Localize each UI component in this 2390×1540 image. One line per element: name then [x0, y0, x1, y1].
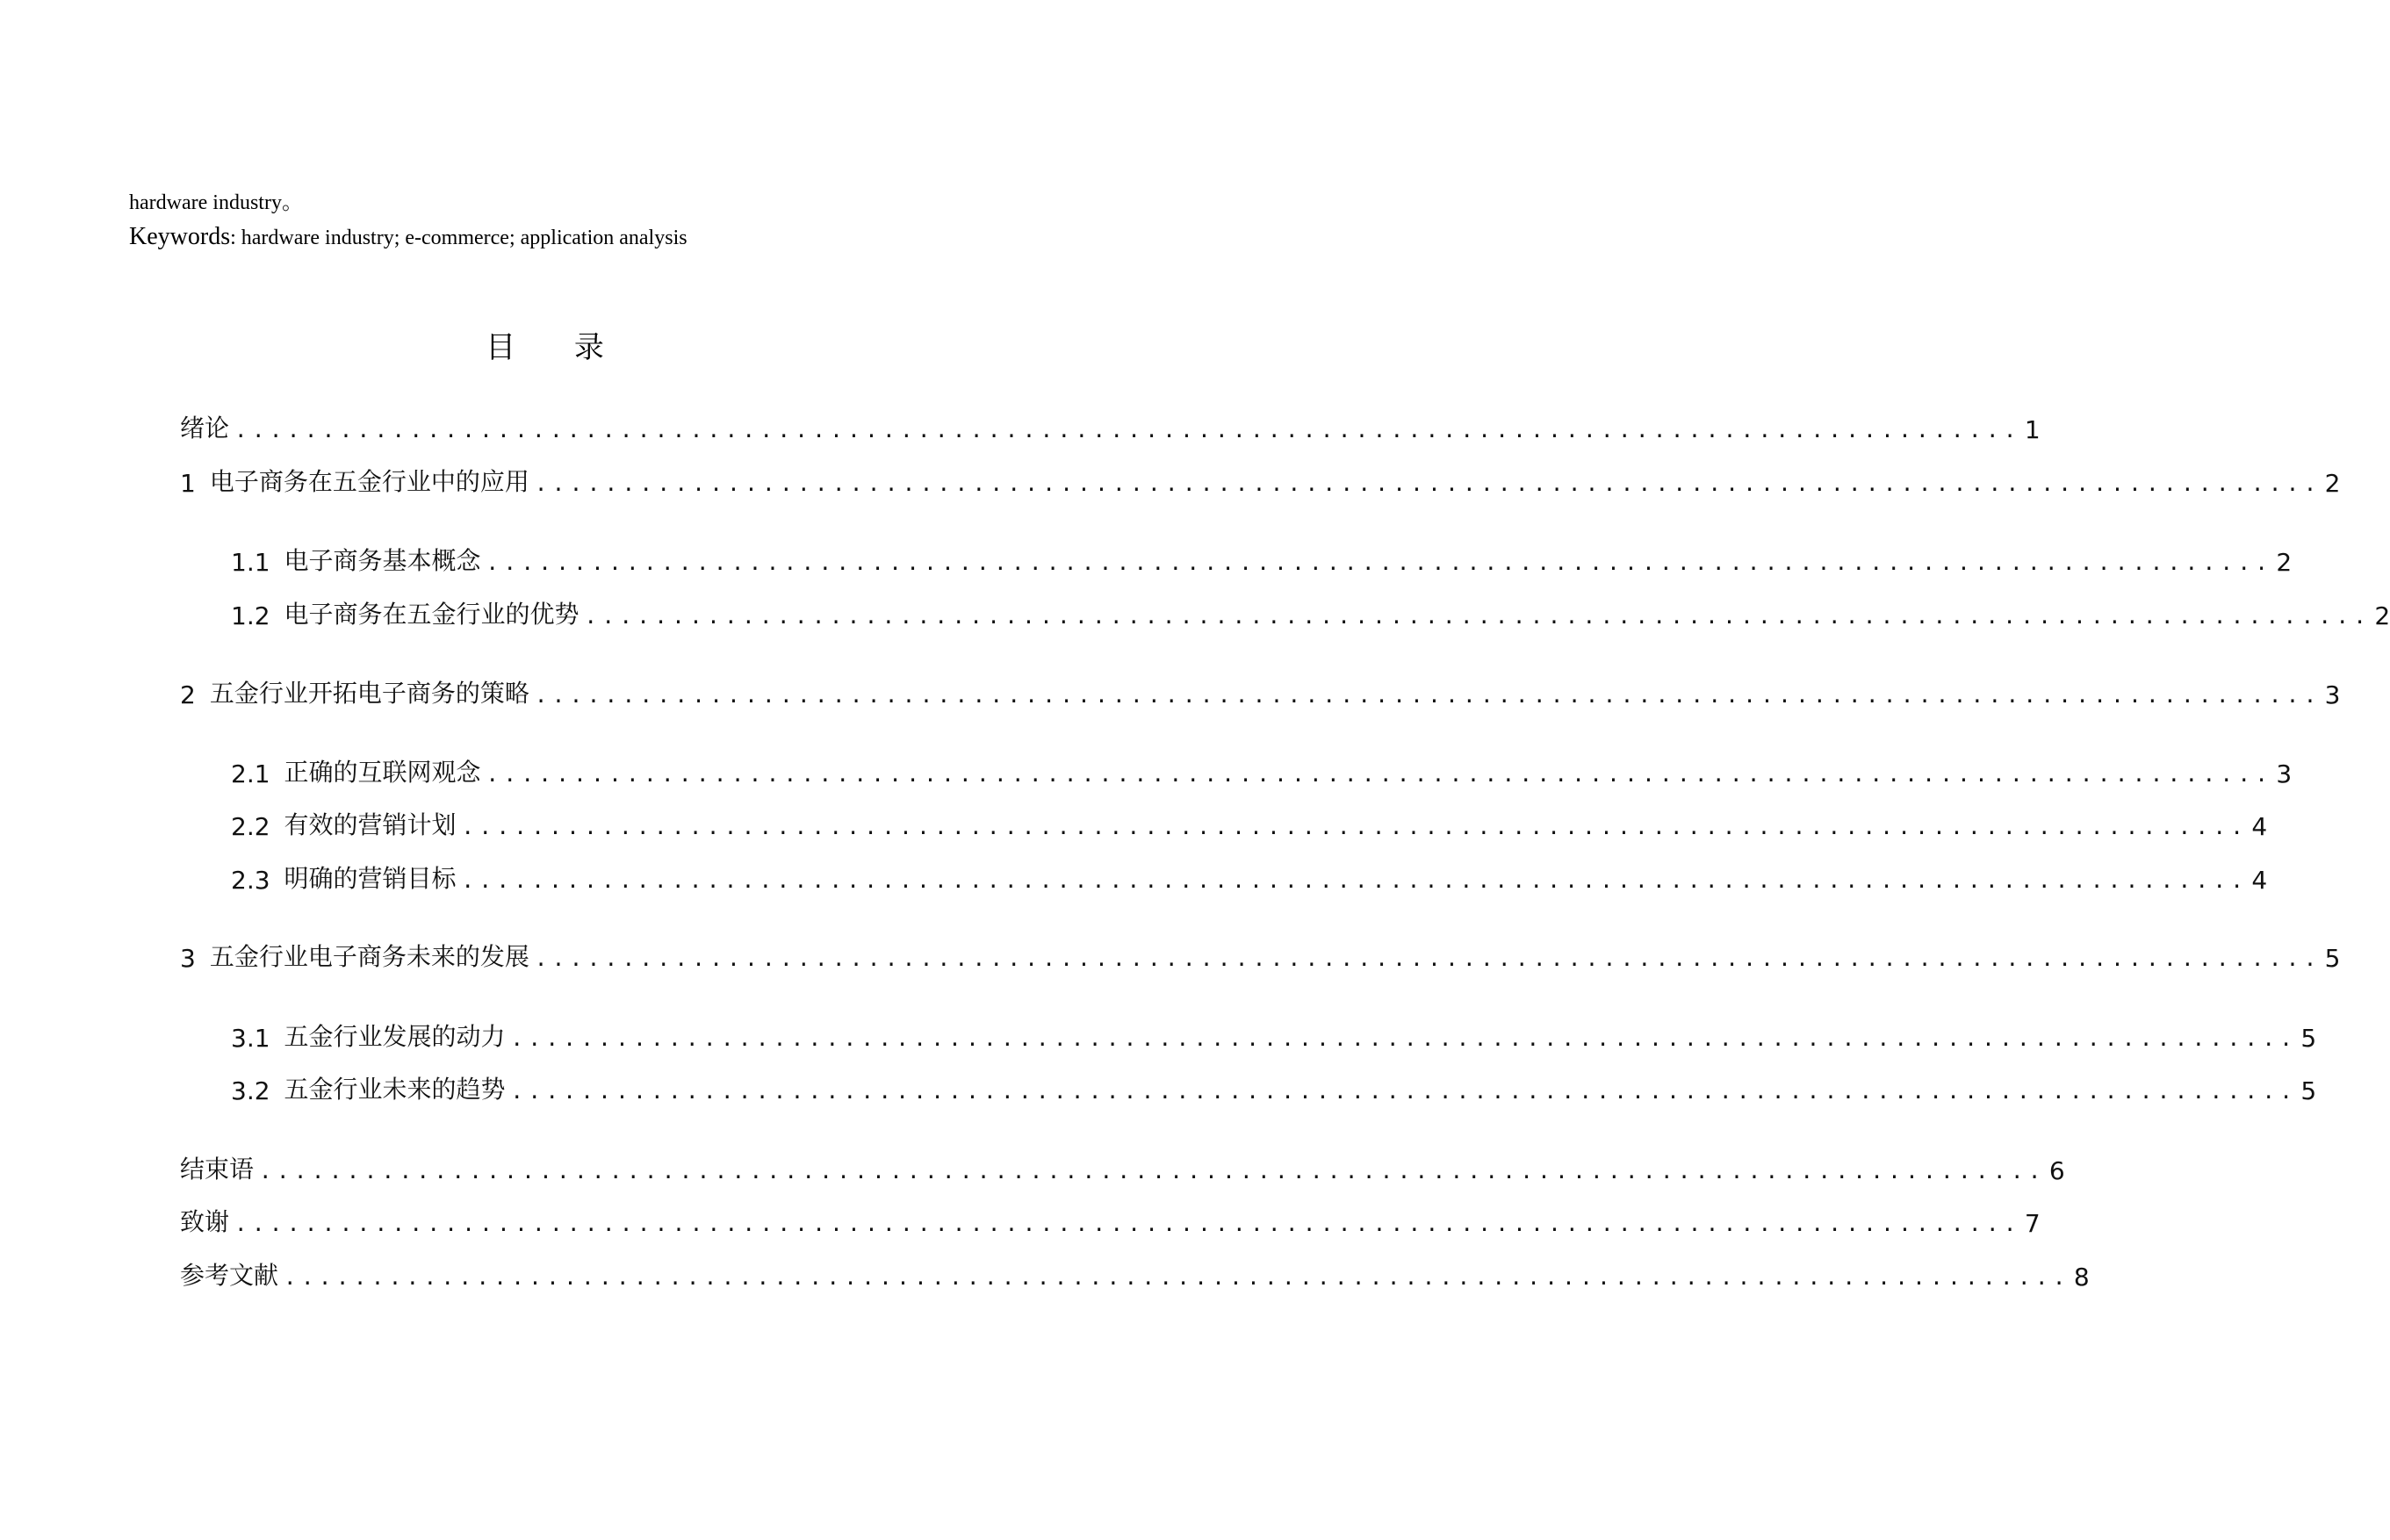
- toc-entry-label: 正确的互联网观念: [284, 758, 481, 787]
- toc-entry-label: 五金行业发展的动力: [284, 1022, 506, 1051]
- toc-entry-page: 3: [2324, 680, 2341, 709]
- toc-dot-leader: ......................................................................................................: [486, 551, 2273, 575]
- keywords-line: [129, 223, 687, 251]
- toc-entry-page: 2: [2374, 601, 2390, 630]
- abstract-tail-text: hardware industry。: [129, 191, 303, 214]
- toc-entry-number: 1.1: [231, 548, 270, 577]
- toc-dot-leader: ......................................................................................................: [510, 1079, 2298, 1104]
- toc-entry-page: 2: [2276, 548, 2293, 577]
- toc-dot-leader: ......................................................................................................: [510, 1026, 2298, 1051]
- toc-entry-number: 2.1: [231, 759, 270, 788]
- toc-dot-leader: ......................................................................................................: [259, 1159, 2046, 1184]
- toc-entry-acknowledgements[interactable]: [180, 1203, 2041, 1238]
- toc-entry-label: 电子商务在五金行业中的应用: [209, 467, 529, 496]
- toc-entry-section-2-3[interactable]: [231, 860, 2268, 895]
- toc-title: 目 录: [486, 330, 629, 365]
- toc-dot-leader: ......................................................................................................: [234, 418, 2021, 443]
- toc-entry-section-1-1[interactable]: [231, 542, 2293, 577]
- toc-dot-leader: ......................................................................................................: [534, 946, 2322, 971]
- toc-dot-leader: ......................................................................................................: [486, 762, 2273, 787]
- toc-entry-intro[interactable]: [180, 409, 2041, 444]
- toc-entry-page: 5: [2300, 1076, 2317, 1105]
- toc-entry-page: 7: [2024, 1209, 2041, 1238]
- toc-entry-page: 1: [2024, 415, 2041, 444]
- toc-dot-leader: ......................................................................................................: [461, 815, 2249, 839]
- toc-dot-leader: ......................................................................................................: [284, 1265, 2070, 1290]
- toc-entry-page: 5: [2300, 1024, 2317, 1053]
- toc-entry-number: 2.2: [231, 812, 270, 841]
- toc-dot-leader: ......................................................................................................: [584, 604, 2372, 629]
- toc-entry-number: 2.3: [231, 866, 270, 895]
- toc-entry-number: 3: [180, 944, 196, 973]
- toc-entry-page: 4: [2251, 866, 2268, 895]
- toc-dot-leader: ......................................................................................................: [534, 471, 2322, 496]
- toc-dot-leader: ......................................................................................................: [234, 1212, 2021, 1236]
- toc-entry-chapter-1[interactable]: [180, 463, 2341, 498]
- toc-entry-label: 五金行业电子商务未来的发展: [209, 942, 529, 971]
- toc-entry-page: 8: [2073, 1263, 2090, 1292]
- toc-entry-chapter-3[interactable]: [180, 938, 2341, 973]
- toc-entry-conclusion[interactable]: [180, 1150, 2065, 1185]
- toc-entry-section-2-1[interactable]: [231, 753, 2293, 788]
- toc-entry-number: 1.2: [231, 601, 270, 630]
- toc-entry-page: 4: [2251, 812, 2268, 841]
- toc-entry-section-3-1[interactable]: [231, 1018, 2317, 1053]
- toc-entry-number: 3.2: [231, 1076, 270, 1105]
- toc-entry-number: 1: [180, 469, 196, 498]
- toc-entry-page: 3: [2276, 759, 2293, 788]
- toc-dot-leader: ......................................................................................................: [461, 868, 2249, 893]
- toc-entry-label: 结束语: [180, 1155, 255, 1184]
- toc-entry-label: 致谢: [180, 1207, 230, 1236]
- toc-entry-section-1-2[interactable]: [231, 595, 2390, 630]
- toc-entry-label: 明确的营销目标: [284, 864, 457, 893]
- toc-entry-number: 3.1: [231, 1024, 270, 1053]
- toc-entry-label: 电子商务基本概念: [284, 546, 481, 575]
- toc-entry-label: 参考文献: [180, 1261, 279, 1290]
- toc-entry-label: 五金行业开拓电子商务的策略: [209, 679, 529, 708]
- toc-entry-page: 2: [2324, 469, 2341, 498]
- toc-entry-label: 绪论: [180, 414, 230, 443]
- toc-dot-leader: ......................................................................................................: [534, 683, 2322, 708]
- toc-entry-page: 6: [2048, 1156, 2065, 1185]
- toc-entry-section-3-2[interactable]: [231, 1070, 2317, 1105]
- toc-entry-label: 五金行业未来的趋势: [284, 1075, 506, 1104]
- toc-entry-label: 有效的营销计划: [284, 810, 457, 839]
- toc-entry-section-2-2[interactable]: [231, 806, 2268, 841]
- toc-entry-chapter-2[interactable]: [180, 674, 2341, 709]
- keywords-text: : hardware industry; e-commerce; application analysis: [230, 227, 687, 249]
- toc-entry-label: 电子商务在五金行业的优势: [284, 600, 580, 629]
- toc-entry-page: 5: [2324, 944, 2341, 973]
- toc-entry-references[interactable]: [180, 1256, 2090, 1292]
- toc-entry-number: 2: [180, 680, 196, 709]
- keywords-label: Keywords: [129, 223, 231, 250]
